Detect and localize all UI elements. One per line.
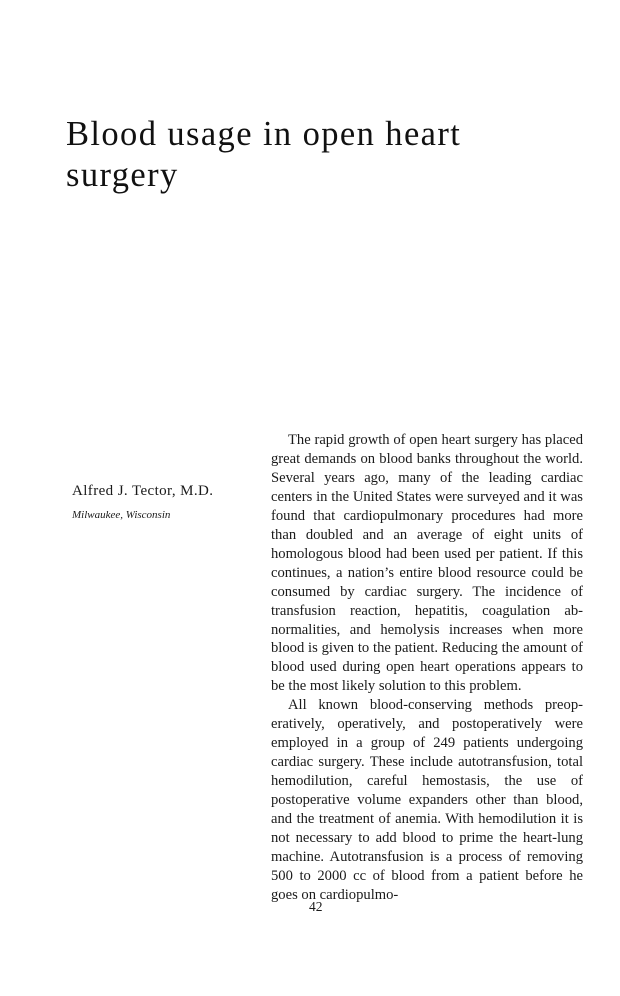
body-paragraph: All known blood-conserving methods preoperatively, operatively, and postoperatively were employed in a group of 249 patients undergoing cardiac surgery. These include autotransfusion, total hemodilution, careful hemostasis, the use of postoperative volume expanders other than blood, and the treatment of anemia. With hemodilution it is not necessary to add blood to prime the heart-lung machine. Autotransfusion is a process of removing 500 to 2000 cc of blood from a patient before he goes on cardiopulmo- <box>271 697 583 903</box>
author-block <box>72 481 257 522</box>
author-affiliation: Milwaukee, Wisconsin <box>72 509 171 521</box>
article-body <box>271 431 583 905</box>
body-paragraph: The rapid growth of open heart surgery has placed great demands on blood banks throughout the world. Several years ago, many of the leading cardiac centers in the United States were surveyed and it was found that cardiopulmonary procedures had more than doubled and an average of eight units of homologous blood had been used per patient. If this continues, a nation’s entire blood resource could be consumed by cardiac surgery. The incidence of transfusion reaction, hepatitis, coagulation abnormalities, and hemolysis increases when more blood is given to the patient. Reducing the amount of blood used during open heart operations appears to be the most likely solution to this problem. <box>271 432 583 695</box>
article-title: Blood usage in open heart surgery <box>66 115 462 194</box>
author-name: Alfred J. Tector, M.D. <box>72 483 214 499</box>
page-number: 42 <box>309 899 323 914</box>
